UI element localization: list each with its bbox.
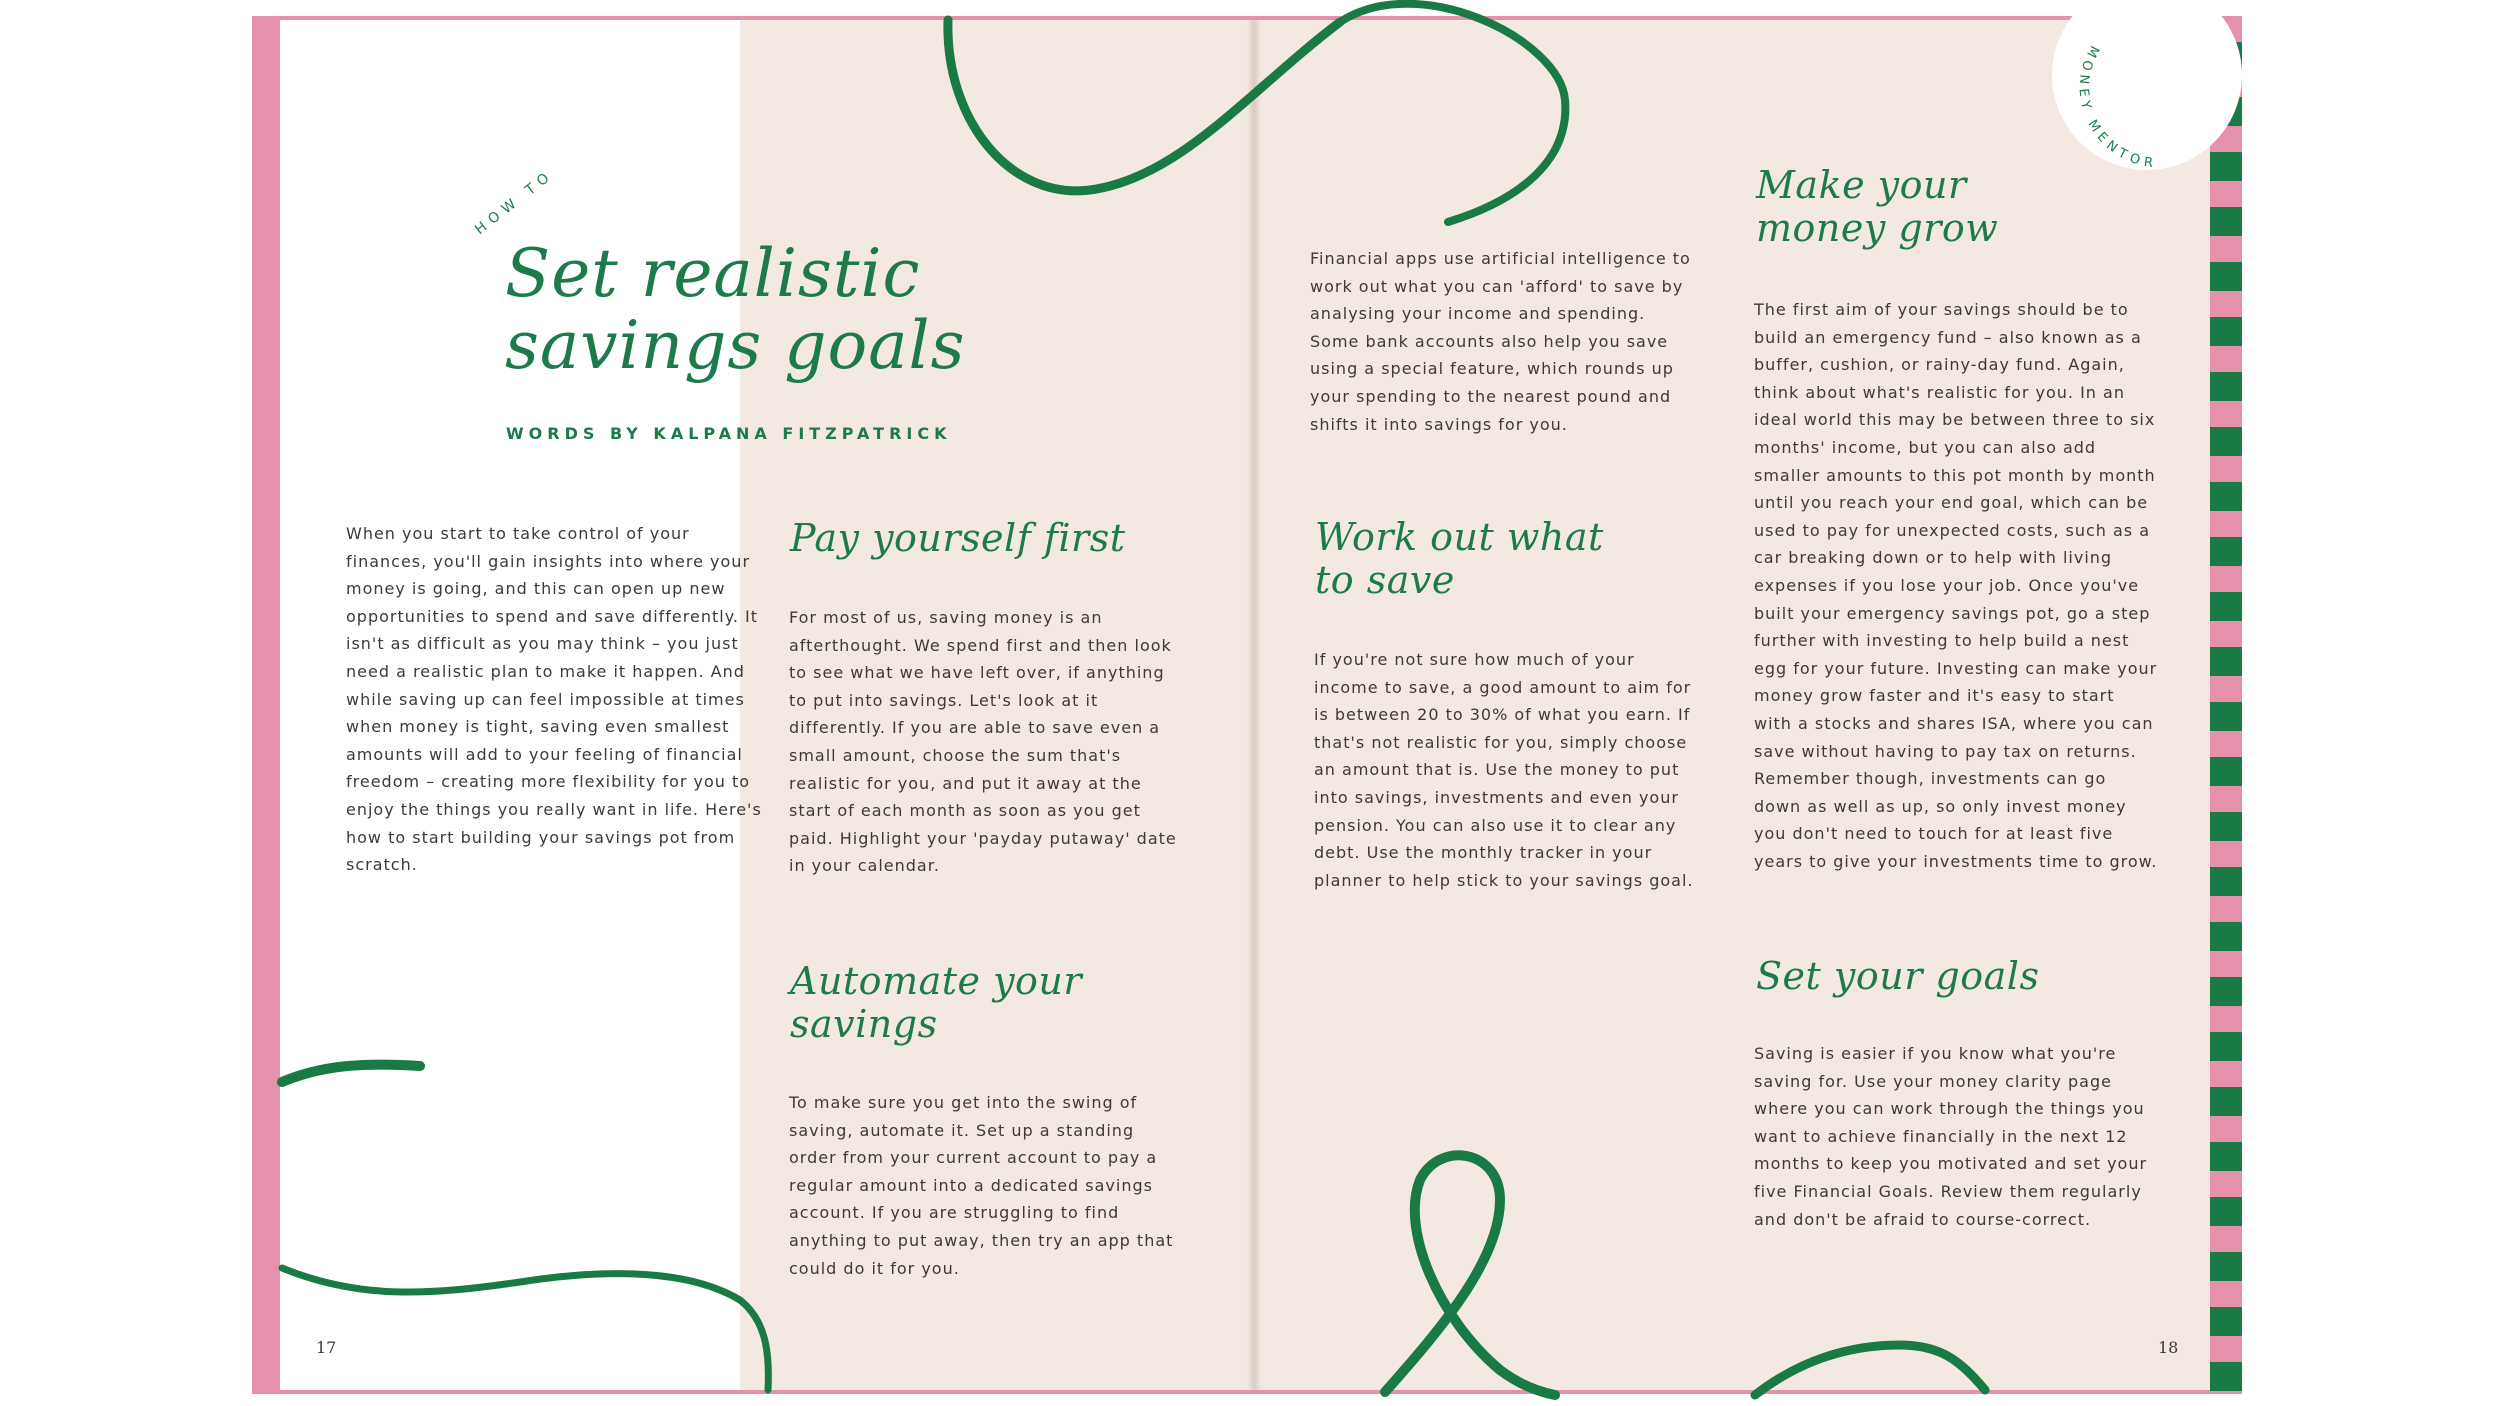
section-body-make-money-grow: The first aim of your savings should be to build an emergency fund – also known as a buffer, cushion, or rainy-day fund. Again, think about what's realistic for you. In an ideal world this may be between three to six months' income, but you can also add smaller amounts to this pot month by month until you reach your end goal, which can be used to pay for unexpected costs, such as a car breaking down or to help with living expenses if you lose your job. Once you've built your emergency savings pot, go a step further with investing to help build a nest egg for your future. Investing can make your money grow faster and it's easy to start with a stocks and shares ISA, where you can save without having to pay tax on returns. Remember though, investments can go down as well as up, so only invest money you don't need to touch for at least five years to give your investments time to grow. [1754,300,2158,871]
how-to-label: HOW TO [472,166,558,238]
section-heading-make-money-grow [1756,164,1998,250]
author-byline: WORDS BY KALPANA FITZPATRICK [506,424,952,443]
money-mentor-badge [2052,0,2242,170]
page-title [505,235,966,384]
heading-line: money grow [1756,206,1999,250]
heading-line: Automate your [790,959,1083,1003]
section-body-set-your-goals: Saving is easier if you know what you're saving for. Use your money clarity page where you can work through the things you want to achieve financially in the next 12 months to keep you motivated and set your five Financial Goals. Review them regularly and don't be afraid to course-correct. [1754,1044,2148,1229]
book-gutter [1247,20,1261,1390]
section-body-automate-savings: To make sure you get into the swing of saving, automate it. Set up a standing order from your current account to pay a regular amount into a dedicated savings account. If you are struggling to find anything to put away, then try an app that could do it for you. [789,1093,1174,1278]
badge-text: MONEY MENTOR [2075,42,2159,170]
intro-paragraph: When you start to take control of your finances, you'll gain insights into where your money is going, and this can open up new opportunities to spend and save differently. It isn't as difficult as you may think – you just need a realistic plan to make it happen. And while saving up can feel impossible at times when money is tight, saving even smallest amounts will add to your feeling of financial freedom – creating more flexibility for you to enjoy the things you really want in life. Here's how to start building your savings pot from scratch. [346,524,762,875]
section-heading-work-out-what-to-save [1315,516,1604,602]
heading-line: to save [1315,558,1455,602]
svg-text:MONEY MENTOR [2075,43,2158,170]
cover-stripes [2210,16,2242,1394]
section-heading-set-your-goals: Set your goals [1756,954,2040,998]
section-body-work-out-what-to-save: If you're not sure how much of your income to save, a good amount to aim for is between 20 to 30% of what you earn. If that's not realistic for you, simply choose an amount that is. Use the money to put into savings, investments and even your pension. You can also use it to clear any debt. Use the monthly tracker in your planner to help stick to your savings goal. [1314,650,1694,890]
page-number-left: 17 [316,1338,337,1357]
title-line-1: Set realistic [505,235,921,312]
badge-arc-text [2052,0,2242,170]
section-heading-pay-yourself-first: Pay yourself first [790,516,1126,560]
heading-line: savings [790,1002,938,1046]
apps-paragraph: Financial apps use artificial intelligence to work out what you can 'afford' to save by analysing your income and spending. Some bank accounts also help you save using a special feature, which rounds up your spending to the nearest pound and shifts it into savings for you. [1310,249,1691,434]
title-line-2: savings goals [505,307,966,384]
heading-line: Work out what [1315,515,1604,559]
section-heading-automate-savings [790,960,1082,1046]
section-body-pay-yourself-first: For most of us, saving money is an afterthought. We spend first and then look to see what we have left over, if anything to put into savings. Let's look at it differently. If you are able to save even a small amount, choose the sum that's realistic for you, and put it away at the start of each month as soon as you get paid. Highlight your 'payday putaway' date in your calendar. [789,608,1177,876]
heading-line: Make your [1756,163,1967,207]
page-number-right: 18 [2158,1338,2179,1357]
